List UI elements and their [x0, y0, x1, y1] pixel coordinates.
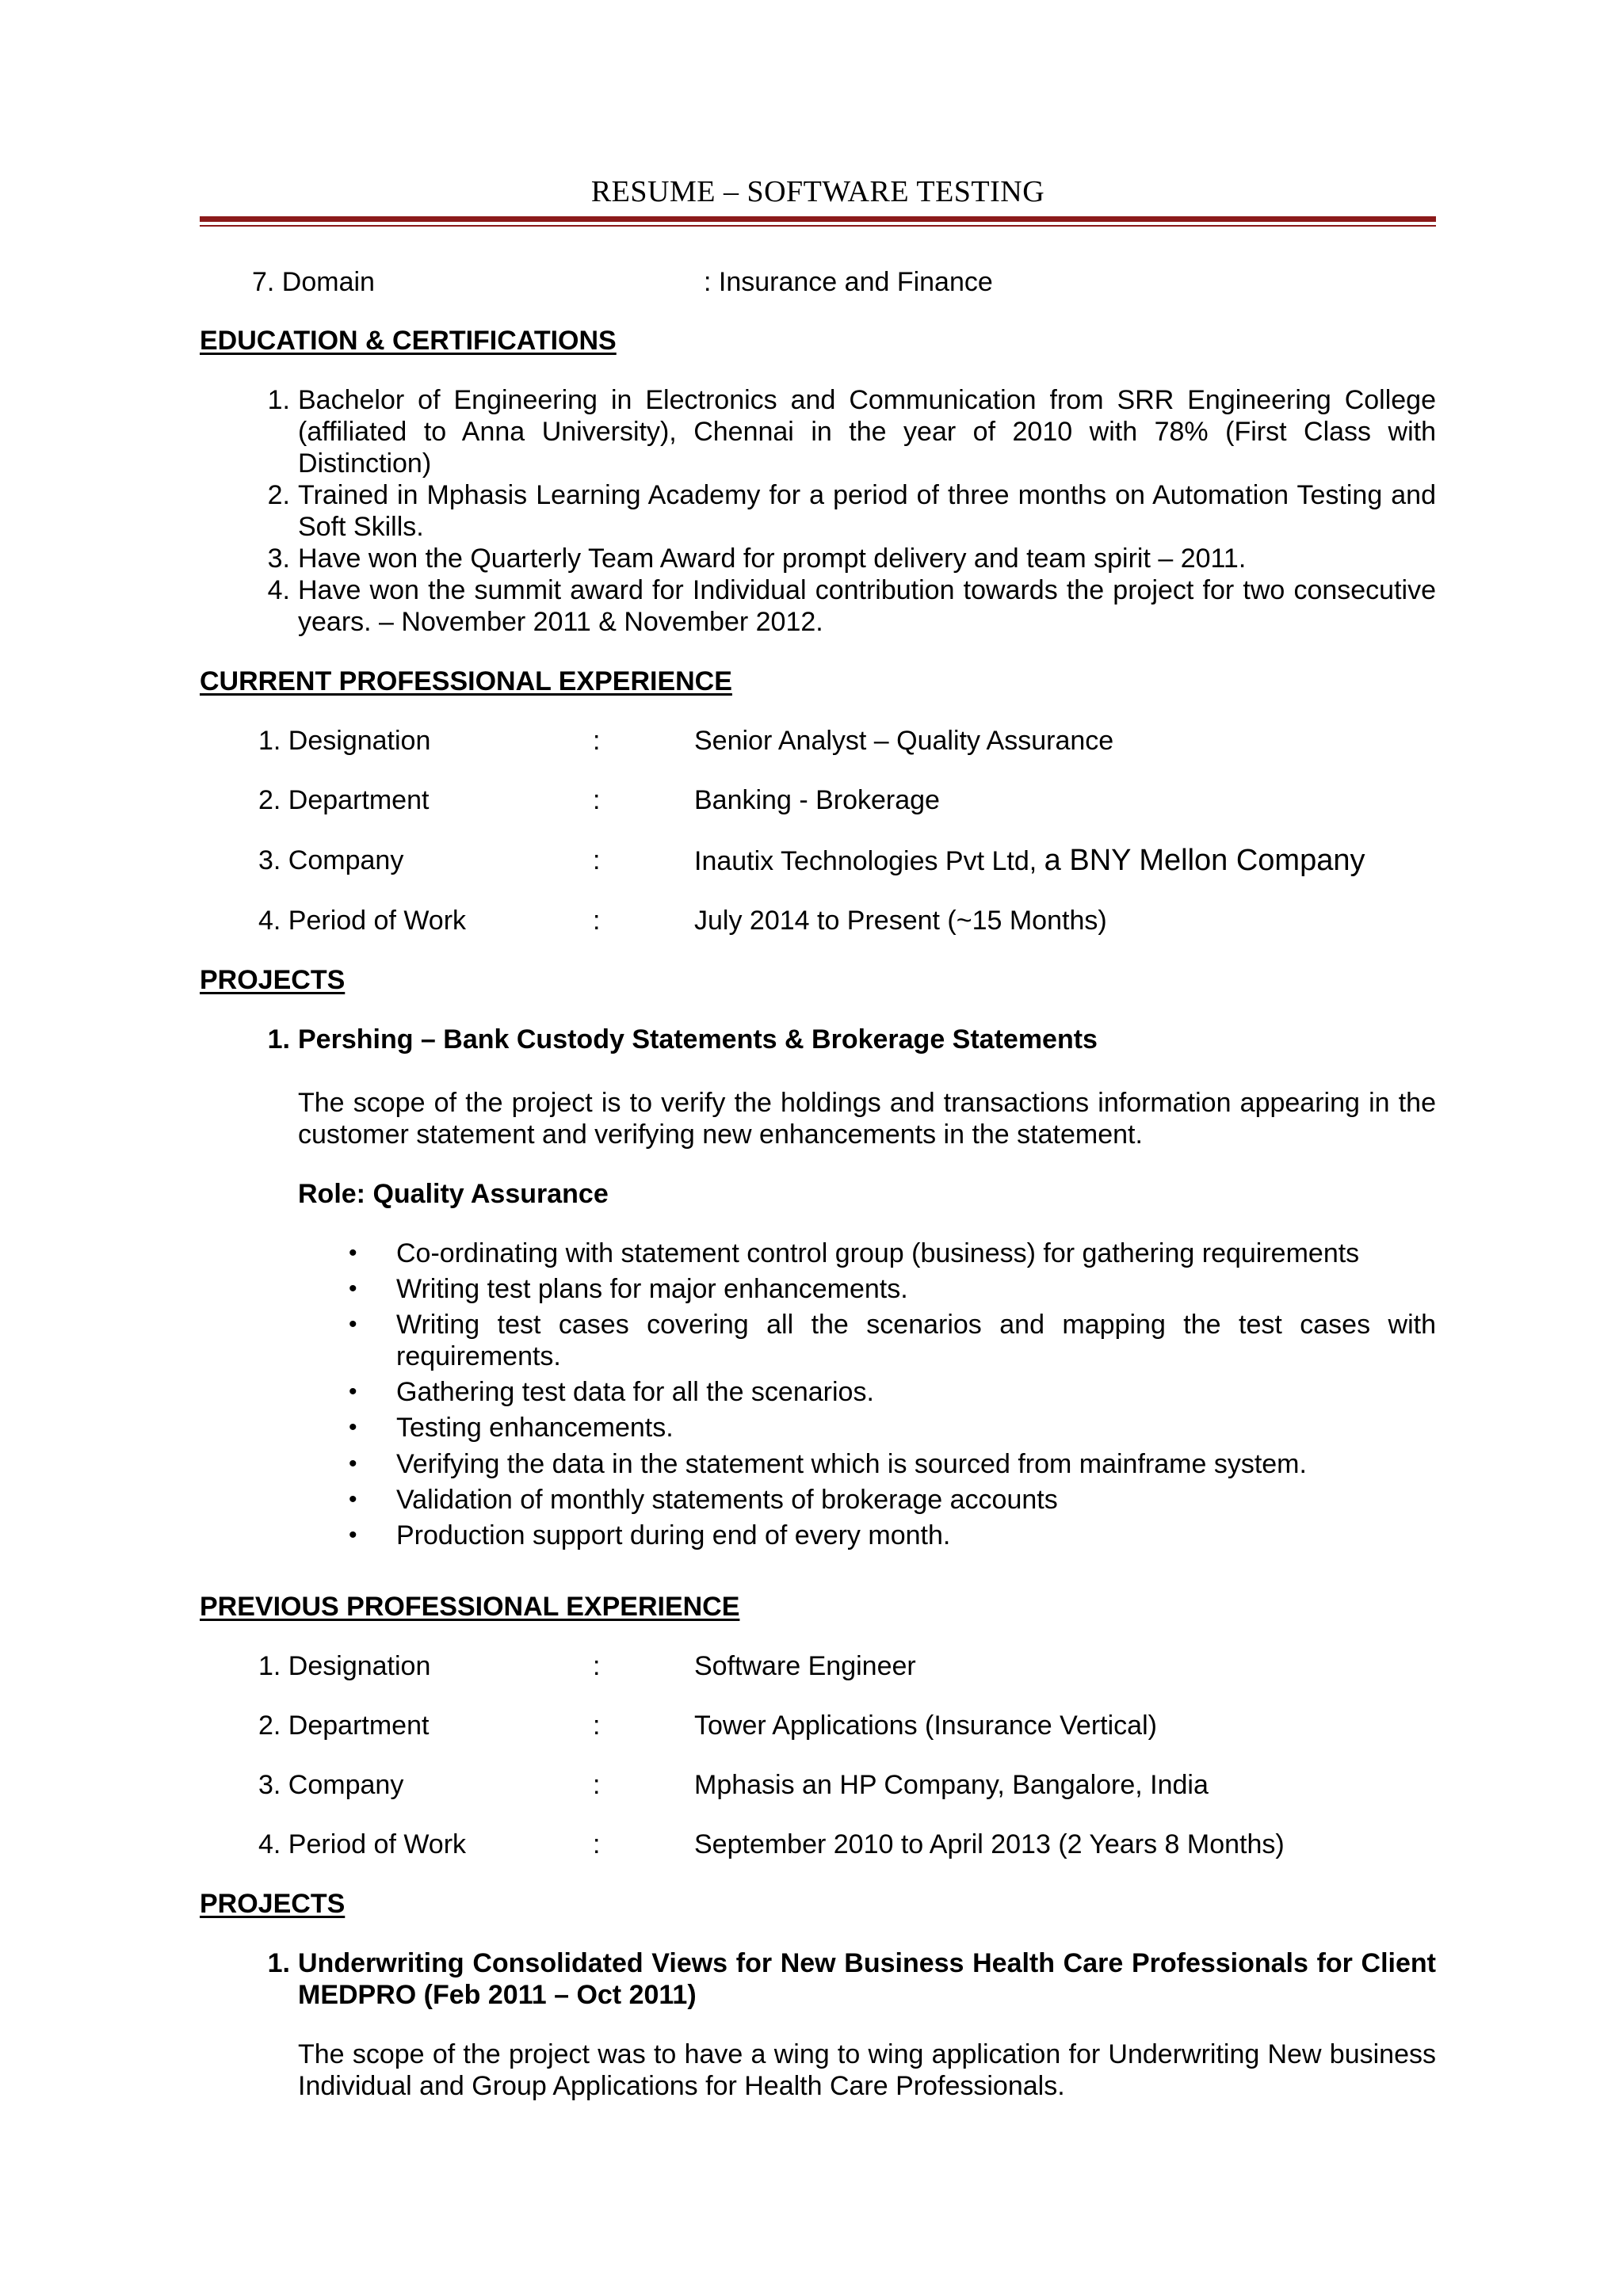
- previous-experience-heading: PREVIOUS PROFESSIONAL EXPERIENCE: [200, 1592, 740, 1622]
- current-project-title: Pershing – Bank Custody Statements & Brokerage Statements: [298, 1024, 1098, 1055]
- header-rule-thin: [200, 225, 1436, 227]
- current-period-label: 4. Period of Work: [258, 906, 467, 936]
- current-project-num: 1.: [267, 1024, 290, 1055]
- education-heading: EDUCATION & CERTIFICATIONS: [200, 326, 617, 356]
- current-company-parent: a BNY Mellon Company: [1044, 844, 1365, 877]
- education-num-3: 3.: [267, 543, 290, 574]
- current-designation-colon: :: [593, 726, 601, 756]
- role-bullet-4: Gathering test data for all the scenarios.: [396, 1377, 874, 1407]
- current-company-value: [694, 845, 1365, 877]
- previous-period-label: 4. Period of Work: [258, 1829, 467, 1859]
- current-project-scope: The scope of the project is to verify the holdings and transactions information appearing in the customer statement and verifying new enhancements in the statement.: [298, 1088, 1436, 1150]
- previous-period-value: September 2010 to April 2013 (2 Years 8 Months): [694, 1829, 1285, 1859]
- role-bullet-5: Testing enhancements.: [396, 1413, 674, 1443]
- role-bullet-8: Production support during end of every month.: [396, 1520, 951, 1550]
- previous-project-scope: The scope of the project was to have a wing to wing application for Underwriting New business Individual and Group Applications for Health Care Professionals.: [298, 2039, 1436, 2101]
- current-department-label: 2. Department: [258, 785, 430, 815]
- bullet-glyph: •: [349, 1311, 357, 1337]
- bullet-glyph: •: [349, 1240, 357, 1266]
- previous-designation-value: Software Engineer: [694, 1651, 916, 1681]
- previous-projects-heading: PROJECTS: [200, 1889, 346, 1919]
- bullet-glyph: •: [349, 1379, 357, 1405]
- role-bullet-2: Writing test plans for major enhancements.: [396, 1274, 908, 1304]
- domain-value: : Insurance and Finance: [704, 267, 993, 297]
- education-item-3: Have won the Quarterly Team Award for prompt delivery and team spirit – 2011.: [298, 543, 1247, 574]
- bullet-glyph: •: [349, 1451, 357, 1477]
- header-rule-thick: [200, 216, 1436, 222]
- current-period-value: July 2014 to Present (~15 Months): [694, 906, 1107, 936]
- current-designation-label: 1. Designation: [258, 726, 431, 756]
- current-experience-heading: CURRENT PROFESSIONAL EXPERIENCE: [200, 666, 732, 696]
- education-item-4: Have won the summit award for Individual contribution towards the project for two consecutive years. – November 2011 & November 2012.: [298, 575, 1436, 637]
- current-company-name: Inautix Technologies Pvt Ltd,: [694, 846, 1044, 876]
- role-bullet-3: Writing test cases covering all the scenarios and mapping the test cases with requirements.: [396, 1310, 1436, 1371]
- previous-designation-label: 1. Designation: [258, 1651, 431, 1681]
- previous-company-colon: :: [593, 1770, 601, 1800]
- education-num-4: 4.: [267, 575, 290, 605]
- previous-designation-colon: :: [593, 1651, 601, 1681]
- bullet-glyph: •: [349, 1522, 357, 1548]
- bullet-glyph: •: [349, 1486, 357, 1512]
- current-company-label: 3. Company: [258, 845, 404, 875]
- current-project-role: Role: Quality Assurance: [298, 1179, 609, 1209]
- previous-department-value: Tower Applications (Insurance Vertical): [694, 1711, 1157, 1741]
- role-bullet-6: Verifying the data in the statement which is sourced from mainframe system.: [396, 1449, 1307, 1479]
- previous-project-title: Underwriting Consolidated Views for New Business Health Care Professionals for Client MEDPRO (Feb 2011 – Oct 2011): [298, 1948, 1436, 2010]
- domain-label: 7. Domain: [252, 267, 375, 297]
- previous-company-label: 3. Company: [258, 1770, 404, 1800]
- page-title: RESUME – SOFTWARE TESTING: [590, 175, 1045, 208]
- previous-department-label: 2. Department: [258, 1711, 430, 1741]
- current-department-colon: :: [593, 785, 601, 815]
- current-period-colon: :: [593, 906, 601, 936]
- education-num-1: 1.: [267, 385, 290, 415]
- role-bullet-1: Co-ordinating with statement control group (business) for gathering requirements: [396, 1238, 1360, 1268]
- bullet-glyph: •: [349, 1414, 357, 1440]
- current-department-value: Banking - Brokerage: [694, 785, 940, 815]
- current-designation-value: Senior Analyst – Quality Assurance: [694, 726, 1114, 756]
- education-item-2: Trained in Mphasis Learning Academy for a period of three months on Automation Testing and Soft Skills.: [298, 480, 1436, 542]
- previous-company-value: Mphasis an HP Company, Bangalore, India: [694, 1770, 1209, 1800]
- role-bullet-7: Validation of monthly statements of brokerage accounts: [396, 1485, 1058, 1515]
- current-projects-heading: PROJECTS: [200, 965, 346, 995]
- education-num-2: 2.: [267, 480, 290, 510]
- previous-department-colon: :: [593, 1711, 601, 1741]
- education-item-1: Bachelor of Engineering in Electronics and Communication from SRR Engineering College (affiliated to Anna University), Chennai in the year of 2010 with 78% (First Class with Distinction): [298, 385, 1436, 479]
- current-company-colon: :: [593, 845, 601, 875]
- bullet-glyph: •: [349, 1276, 357, 1302]
- previous-project-num: 1.: [267, 1948, 290, 1978]
- previous-period-colon: :: [593, 1829, 601, 1859]
